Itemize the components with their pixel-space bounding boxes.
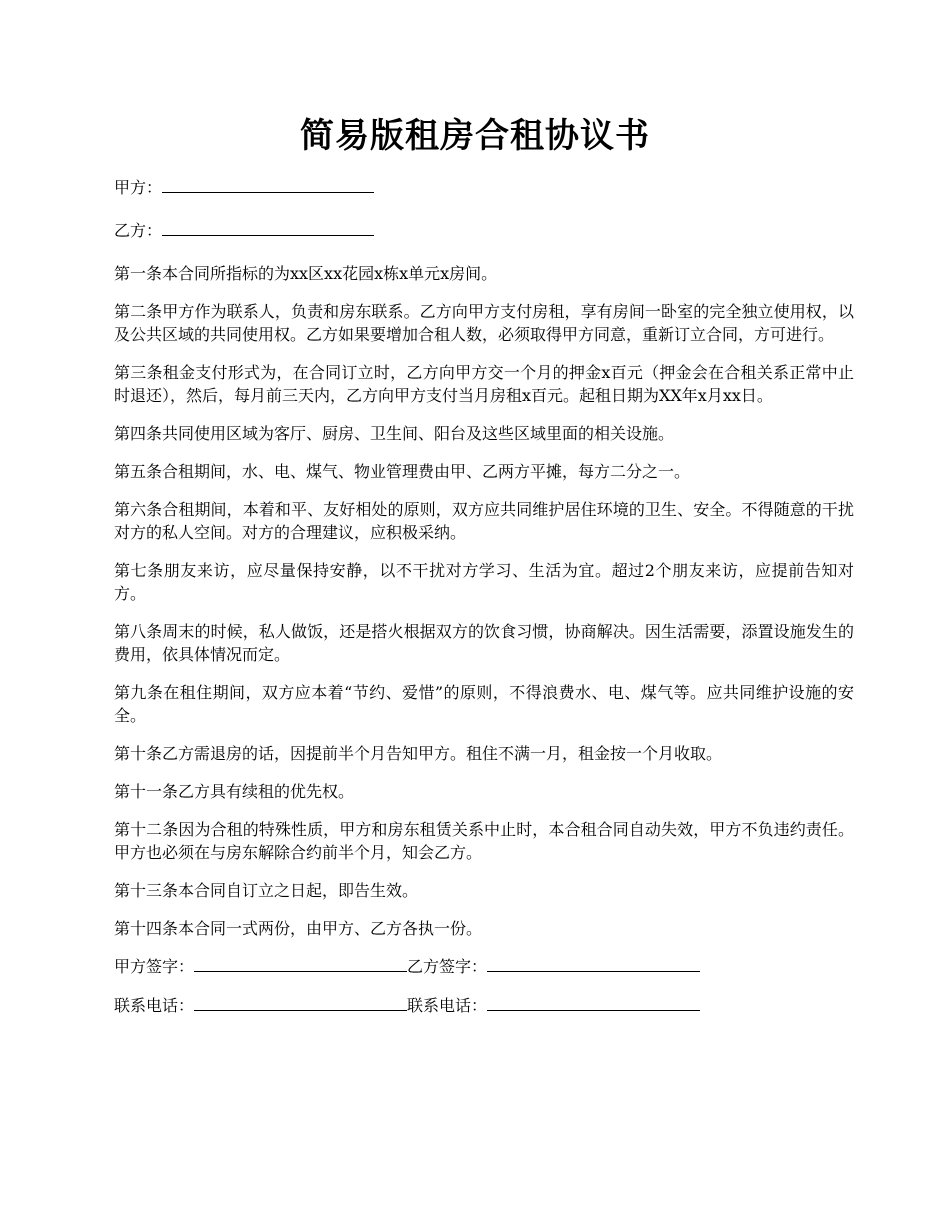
clause-4: 第四条共同使用区域为客厅、厨房、卫生间、阳台及这些区域里面的相关设施。 bbox=[114, 424, 675, 443]
clause-9: 第九条在租住期间，双方应本着“节约、爱惜”的原则，不得浪费水、电、煤气等。应共同维护设施的安全。 bbox=[114, 683, 854, 725]
document-title: 简易版租房合租协议书 bbox=[300, 116, 650, 156]
party-b-phone-blank bbox=[487, 994, 700, 1011]
party-a-phone-label: 联系电话： bbox=[114, 996, 195, 1015]
party-b-sign-blank bbox=[487, 955, 700, 972]
party-a-blank bbox=[162, 176, 374, 193]
party-a-line bbox=[114, 176, 854, 199]
clause-14: 第十四条本合同一式两份，由甲方、乙方各执一份。 bbox=[114, 919, 483, 938]
clause-8: 第八条周末的时候，私人做饭，还是搭火根据双方的饮食习惯，协商解决。因生活需要，添置设施发生的费用，依具体情况而定。 bbox=[114, 622, 854, 664]
clause-12: 第十二条因为合租的特殊性质，甲方和房东租赁关系中止时，本合租合同自动失效，甲方不负违约责任。甲方也必须在与房东解除合约前半个月，知会乙方。 bbox=[114, 820, 854, 862]
party-b-line bbox=[114, 219, 854, 242]
party-a-sign-blank bbox=[194, 955, 407, 972]
phone-row bbox=[114, 994, 854, 1017]
document-body bbox=[114, 176, 854, 1033]
party-b-sign-label: 乙方签字： bbox=[407, 957, 488, 976]
party-a-phone-blank bbox=[194, 994, 407, 1011]
clause-13: 第十三条本合同自订立之日起，即告生效。 bbox=[114, 881, 419, 900]
party-a-label: 甲方： bbox=[114, 178, 163, 197]
clause-7: 第七条朋友来访，应尽量保持安静，以不干扰对方学习、生活为宜。超过2个朋友来访，应提前告知对方。 bbox=[114, 561, 854, 603]
clause-6: 第六条合租期间，本着和平、友好相处的原则，双方应共同维护居住环境的卫生、安全。不得随意的干扰对方的私人空间。对方的合理建议，应积极采纳。 bbox=[114, 500, 854, 542]
party-b-label: 乙方： bbox=[114, 221, 163, 240]
party-b-phone-label: 联系电话： bbox=[407, 996, 488, 1015]
party-b-blank bbox=[162, 219, 374, 236]
clause-3: 第三条租金支付形式为，在合同订立时，乙方向甲方交一个月的押金x百元（押金会在合租关系正常中止时退还），然后，每月前三天内，乙方向甲方支付当月房租x百元。起租日期为XX年x月xx日。 bbox=[114, 363, 854, 405]
clause-1: 第一条本合同所指标的为xx区xx花园x栋x单元x房间。 bbox=[114, 264, 498, 283]
clause-2: 第二条甲方作为联系人，负责和房东联系。乙方向甲方支付房租，享有房间一卧室的完全独立使用权，以及公共区域的共同使用权。乙方如果要增加合租人数，必须取得甲方同意，重新订立合同，方可进行。 bbox=[114, 302, 854, 344]
signature-row bbox=[114, 955, 854, 978]
party-a-sign-label: 甲方签字： bbox=[114, 957, 195, 976]
clause-10: 第十条乙方需退房的话，因提前半个月告知甲方。租住不满一月，租金按一个月收取。 bbox=[114, 744, 723, 763]
clause-11: 第十一条乙方具有续租的优先权。 bbox=[114, 782, 355, 801]
clause-5: 第五条合租期间，水、电、煤气、物业管理费由甲、乙两方平摊，每方二分之一。 bbox=[114, 462, 691, 481]
